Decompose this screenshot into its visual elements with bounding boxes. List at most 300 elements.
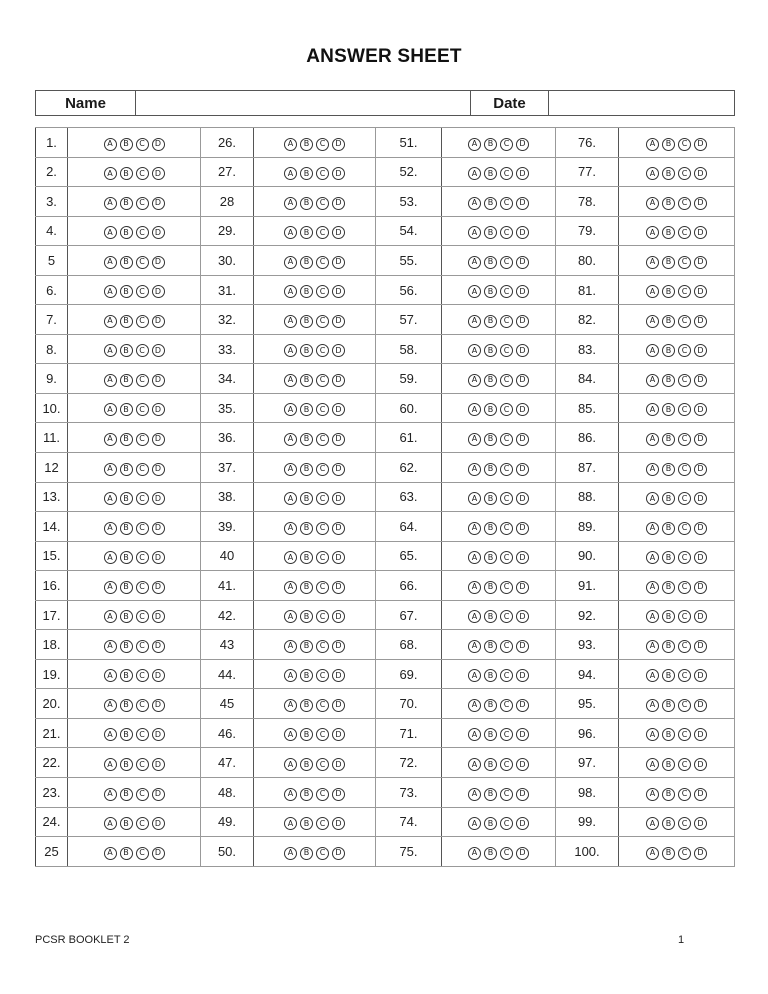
bubble-d-icon[interactable]: D bbox=[332, 699, 345, 712]
bubble-b-icon[interactable]: B bbox=[662, 403, 675, 416]
bubble-d-icon[interactable]: D bbox=[332, 522, 345, 535]
bubble-c-icon[interactable]: C bbox=[500, 551, 513, 564]
bubble-b-icon[interactable]: B bbox=[120, 256, 133, 269]
bubble-b-icon[interactable]: B bbox=[120, 640, 133, 653]
bubble-c-icon[interactable]: C bbox=[136, 463, 149, 476]
bubble-c-icon[interactable]: C bbox=[678, 403, 691, 416]
bubble-b-icon[interactable]: B bbox=[484, 197, 497, 210]
bubble-c-icon[interactable]: C bbox=[500, 167, 513, 180]
bubble-c-icon[interactable]: C bbox=[136, 167, 149, 180]
bubble-a-icon[interactable]: A bbox=[284, 817, 297, 830]
bubble-d-icon[interactable]: D bbox=[152, 728, 165, 741]
bubble-d-icon[interactable]: D bbox=[152, 285, 165, 298]
bubble-c-icon[interactable]: C bbox=[316, 610, 329, 623]
bubble-c-icon[interactable]: C bbox=[136, 138, 149, 151]
bubble-c-icon[interactable]: C bbox=[678, 374, 691, 387]
bubble-c-icon[interactable]: C bbox=[500, 728, 513, 741]
bubble-c-icon[interactable]: C bbox=[678, 640, 691, 653]
bubble-b-icon[interactable]: B bbox=[662, 669, 675, 682]
bubble-b-icon[interactable]: B bbox=[300, 669, 313, 682]
bubble-b-icon[interactable]: B bbox=[120, 374, 133, 387]
bubble-d-icon[interactable]: D bbox=[694, 226, 707, 239]
bubble-a-icon[interactable]: A bbox=[646, 522, 659, 535]
bubble-b-icon[interactable]: B bbox=[484, 728, 497, 741]
bubble-a-icon[interactable]: A bbox=[104, 522, 117, 535]
bubble-d-icon[interactable]: D bbox=[332, 315, 345, 328]
bubble-d-icon[interactable]: D bbox=[152, 788, 165, 801]
bubble-a-icon[interactable]: A bbox=[284, 640, 297, 653]
bubble-a-icon[interactable]: A bbox=[104, 344, 117, 357]
bubble-a-icon[interactable]: A bbox=[284, 285, 297, 298]
bubble-d-icon[interactable]: D bbox=[152, 640, 165, 653]
bubble-d-icon[interactable]: D bbox=[332, 610, 345, 623]
bubble-a-icon[interactable]: A bbox=[468, 463, 481, 476]
bubble-a-icon[interactable]: A bbox=[646, 551, 659, 564]
bubble-b-icon[interactable]: B bbox=[300, 817, 313, 830]
bubble-b-icon[interactable]: B bbox=[300, 374, 313, 387]
bubble-c-icon[interactable]: C bbox=[316, 817, 329, 830]
bubble-c-icon[interactable]: C bbox=[500, 256, 513, 269]
bubble-d-icon[interactable]: D bbox=[152, 817, 165, 830]
bubble-d-icon[interactable]: D bbox=[516, 463, 529, 476]
bubble-c-icon[interactable]: C bbox=[500, 847, 513, 860]
bubble-c-icon[interactable]: C bbox=[136, 285, 149, 298]
bubble-c-icon[interactable]: C bbox=[316, 285, 329, 298]
bubble-a-icon[interactable]: A bbox=[284, 610, 297, 623]
bubble-b-icon[interactable]: B bbox=[300, 581, 313, 594]
bubble-c-icon[interactable]: C bbox=[678, 463, 691, 476]
bubble-c-icon[interactable]: C bbox=[136, 226, 149, 239]
bubble-d-icon[interactable]: D bbox=[516, 699, 529, 712]
bubble-c-icon[interactable]: C bbox=[316, 669, 329, 682]
bubble-c-icon[interactable]: C bbox=[136, 403, 149, 416]
bubble-d-icon[interactable]: D bbox=[332, 344, 345, 357]
bubble-b-icon[interactable]: B bbox=[300, 344, 313, 357]
bubble-b-icon[interactable]: B bbox=[662, 817, 675, 830]
bubble-c-icon[interactable]: C bbox=[500, 433, 513, 446]
bubble-a-icon[interactable]: A bbox=[646, 610, 659, 623]
bubble-a-icon[interactable]: A bbox=[104, 374, 117, 387]
bubble-b-icon[interactable]: B bbox=[120, 433, 133, 446]
bubble-a-icon[interactable]: A bbox=[646, 197, 659, 210]
bubble-b-icon[interactable]: B bbox=[662, 197, 675, 210]
bubble-b-icon[interactable]: B bbox=[300, 610, 313, 623]
bubble-d-icon[interactable]: D bbox=[694, 403, 707, 416]
bubble-b-icon[interactable]: B bbox=[662, 256, 675, 269]
bubble-d-icon[interactable]: D bbox=[694, 640, 707, 653]
bubble-a-icon[interactable]: A bbox=[468, 610, 481, 623]
bubble-c-icon[interactable]: C bbox=[678, 492, 691, 505]
bubble-a-icon[interactable]: A bbox=[646, 138, 659, 151]
bubble-a-icon[interactable]: A bbox=[646, 256, 659, 269]
bubble-c-icon[interactable]: C bbox=[136, 315, 149, 328]
bubble-d-icon[interactable]: D bbox=[694, 728, 707, 741]
bubble-c-icon[interactable]: C bbox=[136, 699, 149, 712]
bubble-b-icon[interactable]: B bbox=[484, 847, 497, 860]
bubble-c-icon[interactable]: C bbox=[678, 758, 691, 771]
bubble-b-icon[interactable]: B bbox=[120, 581, 133, 594]
bubble-b-icon[interactable]: B bbox=[662, 344, 675, 357]
bubble-c-icon[interactable]: C bbox=[136, 374, 149, 387]
bubble-b-icon[interactable]: B bbox=[120, 492, 133, 505]
bubble-b-icon[interactable]: B bbox=[484, 256, 497, 269]
bubble-b-icon[interactable]: B bbox=[484, 581, 497, 594]
bubble-c-icon[interactable]: C bbox=[678, 522, 691, 535]
bubble-d-icon[interactable]: D bbox=[694, 463, 707, 476]
bubble-a-icon[interactable]: A bbox=[104, 640, 117, 653]
bubble-c-icon[interactable]: C bbox=[316, 403, 329, 416]
name-field-cell[interactable] bbox=[136, 91, 471, 116]
bubble-b-icon[interactable]: B bbox=[300, 847, 313, 860]
bubble-d-icon[interactable]: D bbox=[152, 551, 165, 564]
bubble-d-icon[interactable]: D bbox=[332, 433, 345, 446]
bubble-d-icon[interactable]: D bbox=[516, 256, 529, 269]
bubble-b-icon[interactable]: B bbox=[300, 226, 313, 239]
bubble-c-icon[interactable]: C bbox=[136, 581, 149, 594]
bubble-b-icon[interactable]: B bbox=[300, 433, 313, 446]
bubble-a-icon[interactable]: A bbox=[104, 256, 117, 269]
bubble-b-icon[interactable]: B bbox=[484, 551, 497, 564]
bubble-b-icon[interactable]: B bbox=[120, 699, 133, 712]
bubble-d-icon[interactable]: D bbox=[694, 344, 707, 357]
bubble-a-icon[interactable]: A bbox=[104, 138, 117, 151]
bubble-d-icon[interactable]: D bbox=[152, 610, 165, 623]
bubble-c-icon[interactable]: C bbox=[500, 669, 513, 682]
bubble-c-icon[interactable]: C bbox=[678, 138, 691, 151]
bubble-b-icon[interactable]: B bbox=[662, 167, 675, 180]
bubble-b-icon[interactable]: B bbox=[484, 226, 497, 239]
bubble-b-icon[interactable]: B bbox=[120, 551, 133, 564]
bubble-d-icon[interactable]: D bbox=[332, 817, 345, 830]
bubble-a-icon[interactable]: A bbox=[646, 463, 659, 476]
bubble-c-icon[interactable]: C bbox=[136, 492, 149, 505]
bubble-a-icon[interactable]: A bbox=[284, 728, 297, 741]
bubble-a-icon[interactable]: A bbox=[104, 551, 117, 564]
bubble-b-icon[interactable]: B bbox=[662, 374, 675, 387]
bubble-a-icon[interactable]: A bbox=[104, 728, 117, 741]
bubble-d-icon[interactable]: D bbox=[516, 581, 529, 594]
bubble-d-icon[interactable]: D bbox=[152, 315, 165, 328]
bubble-c-icon[interactable]: C bbox=[678, 847, 691, 860]
bubble-a-icon[interactable]: A bbox=[468, 285, 481, 298]
bubble-b-icon[interactable]: B bbox=[120, 403, 133, 416]
bubble-a-icon[interactable]: A bbox=[284, 463, 297, 476]
bubble-b-icon[interactable]: B bbox=[662, 640, 675, 653]
bubble-c-icon[interactable]: C bbox=[136, 522, 149, 535]
bubble-c-icon[interactable]: C bbox=[136, 817, 149, 830]
bubble-a-icon[interactable]: A bbox=[284, 758, 297, 771]
bubble-a-icon[interactable]: A bbox=[468, 492, 481, 505]
bubble-d-icon[interactable]: D bbox=[332, 197, 345, 210]
bubble-c-icon[interactable]: C bbox=[136, 788, 149, 801]
bubble-a-icon[interactable]: A bbox=[646, 699, 659, 712]
bubble-b-icon[interactable]: B bbox=[120, 522, 133, 535]
bubble-b-icon[interactable]: B bbox=[662, 285, 675, 298]
bubble-d-icon[interactable]: D bbox=[516, 847, 529, 860]
bubble-d-icon[interactable]: D bbox=[516, 640, 529, 653]
bubble-a-icon[interactable]: A bbox=[104, 463, 117, 476]
bubble-d-icon[interactable]: D bbox=[694, 167, 707, 180]
bubble-d-icon[interactable]: D bbox=[152, 226, 165, 239]
bubble-a-icon[interactable]: A bbox=[284, 403, 297, 416]
bubble-c-icon[interactable]: C bbox=[136, 758, 149, 771]
bubble-d-icon[interactable]: D bbox=[332, 788, 345, 801]
bubble-a-icon[interactable]: A bbox=[104, 197, 117, 210]
bubble-c-icon[interactable]: C bbox=[136, 728, 149, 741]
bubble-b-icon[interactable]: B bbox=[662, 433, 675, 446]
bubble-d-icon[interactable]: D bbox=[516, 138, 529, 151]
bubble-c-icon[interactable]: C bbox=[678, 788, 691, 801]
bubble-a-icon[interactable]: A bbox=[646, 758, 659, 771]
bubble-c-icon[interactable]: C bbox=[500, 344, 513, 357]
bubble-d-icon[interactable]: D bbox=[516, 817, 529, 830]
bubble-b-icon[interactable]: B bbox=[300, 315, 313, 328]
bubble-c-icon[interactable]: C bbox=[678, 581, 691, 594]
bubble-b-icon[interactable]: B bbox=[662, 581, 675, 594]
bubble-c-icon[interactable]: C bbox=[316, 551, 329, 564]
bubble-a-icon[interactable]: A bbox=[468, 817, 481, 830]
bubble-c-icon[interactable]: C bbox=[316, 758, 329, 771]
bubble-d-icon[interactable]: D bbox=[516, 551, 529, 564]
bubble-a-icon[interactable]: A bbox=[104, 817, 117, 830]
bubble-c-icon[interactable]: C bbox=[316, 847, 329, 860]
bubble-b-icon[interactable]: B bbox=[484, 640, 497, 653]
bubble-a-icon[interactable]: A bbox=[646, 581, 659, 594]
bubble-a-icon[interactable]: A bbox=[284, 138, 297, 151]
bubble-a-icon[interactable]: A bbox=[284, 522, 297, 535]
bubble-d-icon[interactable]: D bbox=[152, 344, 165, 357]
bubble-b-icon[interactable]: B bbox=[300, 640, 313, 653]
bubble-a-icon[interactable]: A bbox=[646, 374, 659, 387]
bubble-a-icon[interactable]: A bbox=[468, 226, 481, 239]
bubble-c-icon[interactable]: C bbox=[316, 315, 329, 328]
bubble-c-icon[interactable]: C bbox=[136, 551, 149, 564]
bubble-c-icon[interactable]: C bbox=[678, 315, 691, 328]
bubble-c-icon[interactable]: C bbox=[500, 463, 513, 476]
bubble-b-icon[interactable]: B bbox=[300, 551, 313, 564]
bubble-d-icon[interactable]: D bbox=[516, 522, 529, 535]
bubble-b-icon[interactable]: B bbox=[120, 847, 133, 860]
bubble-c-icon[interactable]: C bbox=[678, 728, 691, 741]
bubble-b-icon[interactable]: B bbox=[120, 728, 133, 741]
bubble-d-icon[interactable]: D bbox=[694, 610, 707, 623]
bubble-a-icon[interactable]: A bbox=[284, 699, 297, 712]
bubble-c-icon[interactable]: C bbox=[136, 197, 149, 210]
bubble-b-icon[interactable]: B bbox=[120, 669, 133, 682]
bubble-a-icon[interactable]: A bbox=[284, 847, 297, 860]
bubble-a-icon[interactable]: A bbox=[284, 197, 297, 210]
bubble-a-icon[interactable]: A bbox=[284, 551, 297, 564]
bubble-a-icon[interactable]: A bbox=[104, 226, 117, 239]
bubble-d-icon[interactable]: D bbox=[152, 758, 165, 771]
bubble-a-icon[interactable]: A bbox=[646, 285, 659, 298]
bubble-b-icon[interactable]: B bbox=[300, 463, 313, 476]
bubble-d-icon[interactable]: D bbox=[516, 788, 529, 801]
bubble-a-icon[interactable]: A bbox=[468, 551, 481, 564]
bubble-a-icon[interactable]: A bbox=[468, 374, 481, 387]
bubble-b-icon[interactable]: B bbox=[120, 138, 133, 151]
bubble-b-icon[interactable]: B bbox=[662, 758, 675, 771]
bubble-c-icon[interactable]: C bbox=[678, 285, 691, 298]
bubble-b-icon[interactable]: B bbox=[120, 463, 133, 476]
bubble-d-icon[interactable]: D bbox=[332, 167, 345, 180]
bubble-c-icon[interactable]: C bbox=[678, 256, 691, 269]
bubble-d-icon[interactable]: D bbox=[516, 669, 529, 682]
bubble-c-icon[interactable]: C bbox=[678, 226, 691, 239]
bubble-b-icon[interactable]: B bbox=[662, 788, 675, 801]
bubble-c-icon[interactable]: C bbox=[678, 699, 691, 712]
bubble-b-icon[interactable]: B bbox=[484, 817, 497, 830]
bubble-d-icon[interactable]: D bbox=[332, 581, 345, 594]
bubble-c-icon[interactable]: C bbox=[500, 403, 513, 416]
bubble-b-icon[interactable]: B bbox=[484, 669, 497, 682]
bubble-d-icon[interactable]: D bbox=[516, 167, 529, 180]
bubble-b-icon[interactable]: B bbox=[662, 728, 675, 741]
bubble-a-icon[interactable]: A bbox=[468, 433, 481, 446]
bubble-d-icon[interactable]: D bbox=[694, 581, 707, 594]
bubble-d-icon[interactable]: D bbox=[152, 699, 165, 712]
bubble-d-icon[interactable]: D bbox=[152, 433, 165, 446]
bubble-c-icon[interactable]: C bbox=[500, 817, 513, 830]
bubble-a-icon[interactable]: A bbox=[646, 817, 659, 830]
bubble-d-icon[interactable]: D bbox=[694, 699, 707, 712]
bubble-d-icon[interactable]: D bbox=[152, 463, 165, 476]
bubble-b-icon[interactable]: B bbox=[662, 610, 675, 623]
bubble-a-icon[interactable]: A bbox=[104, 167, 117, 180]
bubble-d-icon[interactable]: D bbox=[152, 256, 165, 269]
bubble-c-icon[interactable]: C bbox=[136, 344, 149, 357]
bubble-a-icon[interactable]: A bbox=[646, 640, 659, 653]
bubble-b-icon[interactable]: B bbox=[300, 728, 313, 741]
bubble-d-icon[interactable]: D bbox=[694, 285, 707, 298]
bubble-b-icon[interactable]: B bbox=[120, 167, 133, 180]
bubble-d-icon[interactable]: D bbox=[694, 374, 707, 387]
bubble-c-icon[interactable]: C bbox=[316, 197, 329, 210]
bubble-c-icon[interactable]: C bbox=[500, 374, 513, 387]
bubble-d-icon[interactable]: D bbox=[694, 492, 707, 505]
bubble-b-icon[interactable]: B bbox=[484, 167, 497, 180]
bubble-d-icon[interactable]: D bbox=[152, 374, 165, 387]
bubble-a-icon[interactable]: A bbox=[104, 699, 117, 712]
bubble-a-icon[interactable]: A bbox=[646, 669, 659, 682]
bubble-a-icon[interactable]: A bbox=[284, 492, 297, 505]
bubble-c-icon[interactable]: C bbox=[316, 492, 329, 505]
bubble-c-icon[interactable]: C bbox=[678, 610, 691, 623]
bubble-b-icon[interactable]: B bbox=[120, 315, 133, 328]
bubble-d-icon[interactable]: D bbox=[332, 138, 345, 151]
bubble-a-icon[interactable]: A bbox=[104, 847, 117, 860]
bubble-b-icon[interactable]: B bbox=[300, 788, 313, 801]
bubble-c-icon[interactable]: C bbox=[316, 699, 329, 712]
bubble-b-icon[interactable]: B bbox=[300, 167, 313, 180]
bubble-b-icon[interactable]: B bbox=[120, 758, 133, 771]
bubble-d-icon[interactable]: D bbox=[694, 758, 707, 771]
bubble-b-icon[interactable]: B bbox=[484, 492, 497, 505]
bubble-a-icon[interactable]: A bbox=[104, 610, 117, 623]
bubble-d-icon[interactable]: D bbox=[152, 138, 165, 151]
bubble-a-icon[interactable]: A bbox=[468, 581, 481, 594]
bubble-d-icon[interactable]: D bbox=[332, 551, 345, 564]
bubble-c-icon[interactable]: C bbox=[678, 433, 691, 446]
bubble-a-icon[interactable]: A bbox=[284, 344, 297, 357]
bubble-a-icon[interactable]: A bbox=[646, 315, 659, 328]
bubble-c-icon[interactable]: C bbox=[500, 640, 513, 653]
bubble-b-icon[interactable]: B bbox=[300, 522, 313, 535]
bubble-d-icon[interactable]: D bbox=[152, 847, 165, 860]
bubble-d-icon[interactable]: D bbox=[152, 197, 165, 210]
bubble-c-icon[interactable]: C bbox=[500, 226, 513, 239]
bubble-d-icon[interactable]: D bbox=[516, 433, 529, 446]
bubble-c-icon[interactable]: C bbox=[678, 167, 691, 180]
bubble-b-icon[interactable]: B bbox=[300, 699, 313, 712]
bubble-d-icon[interactable]: D bbox=[694, 138, 707, 151]
bubble-c-icon[interactable]: C bbox=[678, 344, 691, 357]
bubble-d-icon[interactable]: D bbox=[516, 374, 529, 387]
bubble-a-icon[interactable]: A bbox=[104, 581, 117, 594]
bubble-d-icon[interactable]: D bbox=[332, 669, 345, 682]
bubble-b-icon[interactable]: B bbox=[662, 315, 675, 328]
name-field[interactable] bbox=[136, 91, 470, 115]
bubble-b-icon[interactable]: B bbox=[484, 433, 497, 446]
bubble-a-icon[interactable]: A bbox=[468, 167, 481, 180]
bubble-d-icon[interactable]: D bbox=[694, 669, 707, 682]
bubble-c-icon[interactable]: C bbox=[500, 138, 513, 151]
bubble-a-icon[interactable]: A bbox=[468, 403, 481, 416]
bubble-b-icon[interactable]: B bbox=[300, 758, 313, 771]
date-field-cell[interactable] bbox=[549, 91, 735, 116]
bubble-b-icon[interactable]: B bbox=[662, 138, 675, 151]
bubble-c-icon[interactable]: C bbox=[500, 758, 513, 771]
bubble-a-icon[interactable]: A bbox=[468, 344, 481, 357]
bubble-d-icon[interactable]: D bbox=[332, 403, 345, 416]
bubble-c-icon[interactable]: C bbox=[678, 817, 691, 830]
bubble-d-icon[interactable]: D bbox=[152, 167, 165, 180]
bubble-b-icon[interactable]: B bbox=[662, 699, 675, 712]
bubble-d-icon[interactable]: D bbox=[332, 374, 345, 387]
bubble-b-icon[interactable]: B bbox=[300, 285, 313, 298]
bubble-c-icon[interactable]: C bbox=[316, 433, 329, 446]
bubble-c-icon[interactable]: C bbox=[136, 433, 149, 446]
bubble-b-icon[interactable]: B bbox=[120, 788, 133, 801]
bubble-b-icon[interactable]: B bbox=[662, 522, 675, 535]
bubble-c-icon[interactable]: C bbox=[316, 640, 329, 653]
bubble-d-icon[interactable]: D bbox=[332, 758, 345, 771]
bubble-c-icon[interactable]: C bbox=[500, 788, 513, 801]
bubble-a-icon[interactable]: A bbox=[646, 226, 659, 239]
bubble-d-icon[interactable]: D bbox=[516, 285, 529, 298]
bubble-d-icon[interactable]: D bbox=[332, 847, 345, 860]
bubble-a-icon[interactable]: A bbox=[284, 315, 297, 328]
bubble-b-icon[interactable]: B bbox=[484, 315, 497, 328]
bubble-d-icon[interactable]: D bbox=[516, 728, 529, 741]
bubble-d-icon[interactable]: D bbox=[694, 817, 707, 830]
bubble-d-icon[interactable]: D bbox=[516, 758, 529, 771]
bubble-c-icon[interactable]: C bbox=[136, 610, 149, 623]
bubble-d-icon[interactable]: D bbox=[152, 492, 165, 505]
bubble-c-icon[interactable]: C bbox=[500, 581, 513, 594]
bubble-c-icon[interactable]: C bbox=[500, 699, 513, 712]
bubble-d-icon[interactable]: D bbox=[516, 403, 529, 416]
bubble-d-icon[interactable]: D bbox=[152, 581, 165, 594]
bubble-d-icon[interactable]: D bbox=[332, 728, 345, 741]
bubble-a-icon[interactable]: A bbox=[284, 581, 297, 594]
bubble-b-icon[interactable]: B bbox=[120, 285, 133, 298]
bubble-c-icon[interactable]: C bbox=[316, 581, 329, 594]
bubble-b-icon[interactable]: B bbox=[662, 463, 675, 476]
bubble-d-icon[interactable]: D bbox=[152, 522, 165, 535]
bubble-b-icon[interactable]: B bbox=[484, 522, 497, 535]
bubble-a-icon[interactable]: A bbox=[468, 522, 481, 535]
